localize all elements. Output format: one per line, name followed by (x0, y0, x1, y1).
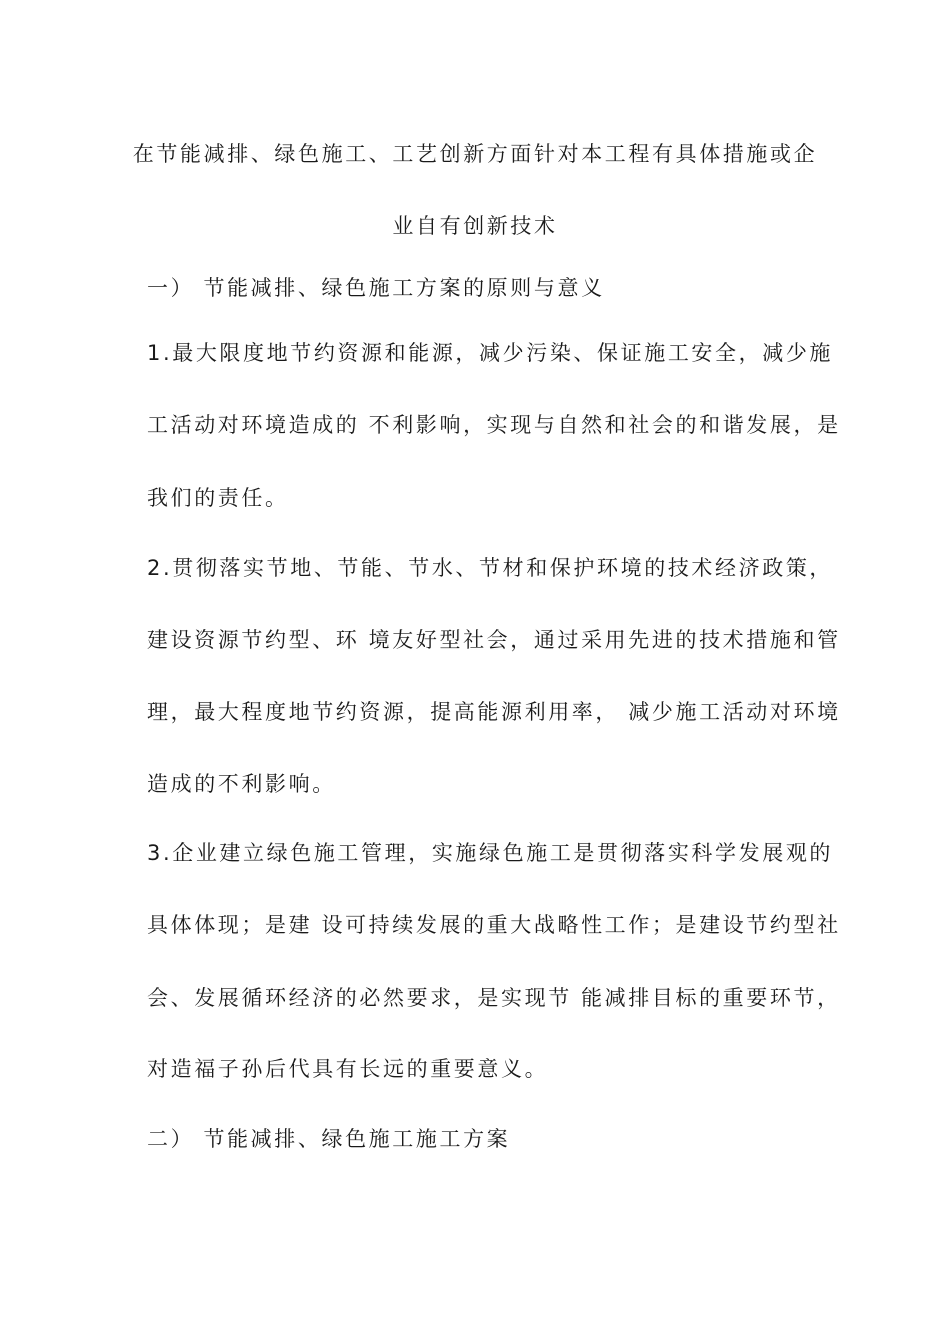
paragraph-3-line-3: 会、发展循环经济的必然要求，是实现节 能减排目标的重要环节， (147, 986, 841, 1010)
document-title-line-2: 业自有创新技术 (392, 214, 558, 238)
section-heading-2: 二） 节能减排、绿色施工施工方案 (147, 1127, 511, 1151)
paragraph-2-line-3: 理，最大程度地节约资源，提高能源利用率， 减少施工活动对环境 (147, 700, 841, 724)
paragraph-2-line-1: 2.贯彻落实节地、节能、节水、节材和保护环境的技术经济政策， (147, 556, 834, 580)
paragraph-2-line-2: 建设资源节约型、环 境友好型社会，通过采用先进的技术措施和管 (147, 628, 841, 652)
section-heading-1: 一） 节能减排、绿色施工方案的原则与意义 (147, 276, 605, 300)
paragraph-2-line-4: 造成的不利影响。 (147, 772, 336, 796)
paragraph-3-line-4: 对造福子孙后代具有长远的重要意义。 (147, 1057, 549, 1081)
paragraph-1-line-1: 1.最大限度地节约资源和能源，减少污染、保证施工安全，减少施 (147, 341, 834, 365)
paragraph-1-line-3: 我们的责任。 (147, 486, 289, 510)
paragraph-3-line-2: 具体体现；是建 设可持续发展的重大战略性工作；是建设节约型社 (147, 913, 841, 937)
document-title-line-1: 在节能减排、绿色施工、工艺创新方面针对本工程有具体措施或企 (132, 142, 818, 166)
paragraph-1-line-2: 工活动对环境造成的 不利影响，实现与自然和社会的和谐发展，是 (147, 413, 841, 437)
paragraph-3-line-1: 3.企业建立绿色施工管理，实施绿色施工是贯彻落实科学发展观的 (147, 841, 834, 865)
